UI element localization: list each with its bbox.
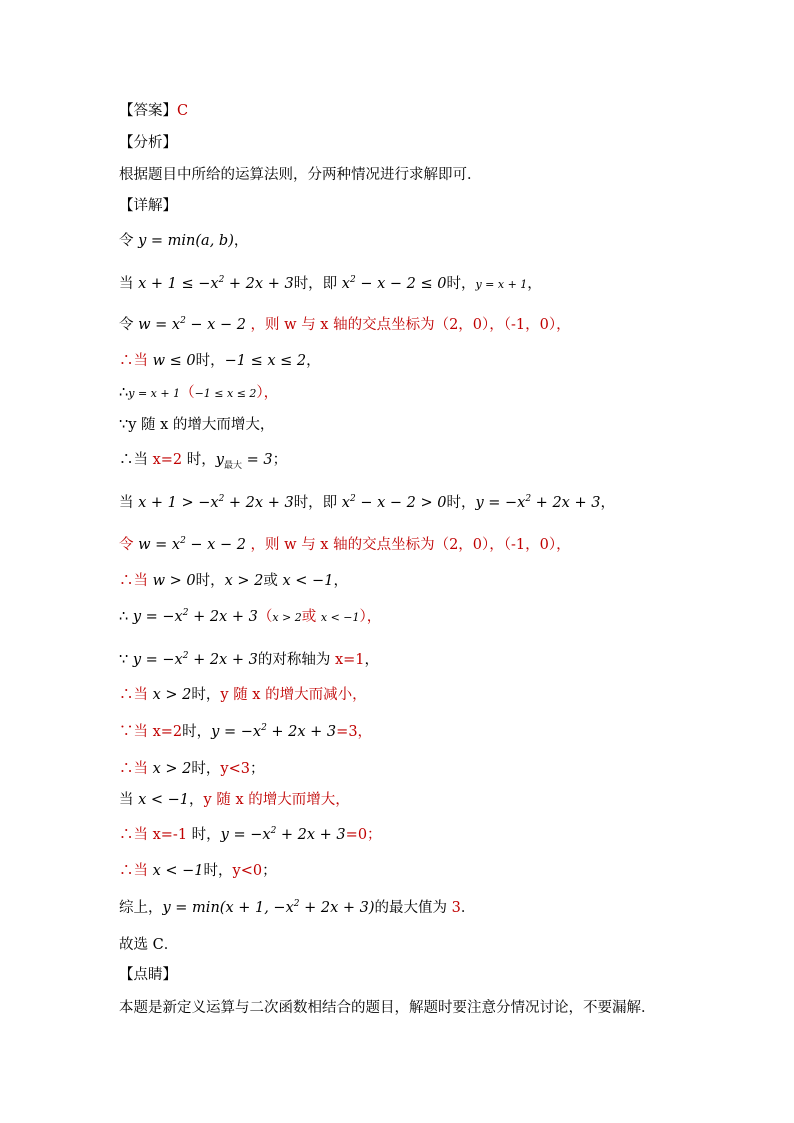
text-segment: 2 <box>349 275 356 286</box>
text-segment: x > 2 <box>272 611 302 624</box>
text-segment: 综上， <box>119 900 163 916</box>
text-segment: ∴当 <box>119 573 153 589</box>
text-segment: = 3 <box>242 452 273 468</box>
text-line <box>119 899 475 917</box>
text-segment: w ≤ 0 <box>152 353 196 369</box>
text-segment: 2 <box>180 536 186 547</box>
text-segment: + 2x + 3 <box>188 609 258 625</box>
text-segment: ， <box>333 573 348 589</box>
text-line <box>119 999 656 1017</box>
text-segment: ， <box>600 495 615 511</box>
text-segment: y 随 x 的增大而减小， <box>220 687 367 703</box>
text-segment: 3 <box>451 900 461 916</box>
text-segment: x > 2 <box>152 687 192 703</box>
text-segment: x=2 <box>152 724 183 740</box>
text-line <box>119 275 542 294</box>
text-segment: 时，即 <box>293 276 342 292</box>
text-segment: −1 ≤ x ≤ 2 <box>224 353 307 369</box>
text-segment: 2 <box>218 275 225 286</box>
text-line <box>119 686 367 704</box>
text-segment: 或 <box>301 609 321 625</box>
text-segment: − x − 2 <box>185 317 246 333</box>
text-segment: （ <box>180 385 195 401</box>
text-segment: ∴当 <box>119 687 153 703</box>
text-segment: ∴当 <box>119 452 153 468</box>
text-line <box>119 451 287 469</box>
text-line <box>119 494 615 512</box>
text-segment: − x − 2 <box>185 537 246 553</box>
text-segment: ∴当 <box>119 863 153 879</box>
text-segment: + 2x + 3 <box>276 827 346 843</box>
text-segment: −1 ≤ x ≤ 2 <box>194 387 257 400</box>
text-segment: 令 <box>119 233 139 249</box>
text-segment: 时， <box>186 452 216 468</box>
text-segment: ， <box>233 233 249 249</box>
text-segment: 时， <box>182 724 212 740</box>
text-line <box>119 352 321 370</box>
text-line <box>119 760 264 778</box>
text-segment: + 2x + 3 <box>224 276 294 292</box>
text-segment: 2 <box>182 608 189 619</box>
text-segment: y <box>215 452 224 468</box>
text-segment: 2 <box>180 316 186 327</box>
text-segment: ∴当 <box>119 827 153 843</box>
text-segment: 令 <box>119 537 139 553</box>
text-segment: y = −x <box>211 724 262 740</box>
text-segment: y = −x <box>220 827 271 843</box>
text-line <box>119 966 177 984</box>
text-segment: （ <box>257 609 273 625</box>
text-segment: 最大 <box>223 460 242 471</box>
text-line <box>119 936 178 954</box>
text-segment: x <box>341 276 350 292</box>
text-segment: x <box>341 495 350 511</box>
text-segment: 2 <box>218 494 225 505</box>
text-line <box>119 197 177 215</box>
text-line <box>119 232 248 250</box>
text-segment: 时， <box>203 863 233 879</box>
text-segment: 的对称轴为 <box>257 652 335 668</box>
text-segment: w = x <box>138 317 181 333</box>
text-segment: ； <box>272 452 288 468</box>
text-segment: y = min(x + 1, −x <box>162 900 294 916</box>
text-segment: x=2 <box>152 452 187 468</box>
text-segment: 的最大值为 <box>374 900 452 916</box>
text-segment: ， <box>189 792 204 808</box>
text-segment: + 2x + 3 <box>188 652 258 668</box>
text-line <box>119 134 177 152</box>
text-line <box>119 862 277 880</box>
text-segment: 2 <box>525 494 532 505</box>
text-segment: x < −1 <box>152 863 204 879</box>
text-segment: x=-1 <box>152 827 188 843</box>
text-segment: x < −1 <box>282 573 334 589</box>
text-segment: + 2x + 3 <box>224 495 294 511</box>
text-segment: ）， <box>256 385 279 401</box>
text-segment: 2 <box>293 899 300 910</box>
text-segment: y<0 <box>232 863 263 879</box>
text-segment: ∵y 随 x 的增大而增大， <box>119 417 275 433</box>
text-segment: x > 2 <box>152 761 192 777</box>
text-line <box>119 723 372 741</box>
text-segment: ，则 w 与 x 轴的交点坐标为（2，0），（-1，0）， <box>245 537 571 553</box>
text-segment: − x − 2 > 0 <box>355 495 447 511</box>
text-segment: y = min(a, b) <box>138 233 234 249</box>
text-segment: y = x + 1 <box>128 387 181 400</box>
text-segment: y = x + 1 <box>475 278 528 291</box>
text-line <box>119 102 188 120</box>
text-segment: ∵当 <box>119 724 153 740</box>
text-segment: 2 <box>349 494 356 505</box>
text-line <box>119 572 348 590</box>
text-segment: ∴ <box>119 609 133 625</box>
text-segment: 故选 C． <box>119 937 179 953</box>
text-segment: w > 0 <box>152 573 196 589</box>
text-segment: 令 <box>119 317 139 333</box>
text-segment: 【点睛】 <box>119 967 177 983</box>
text-segment: ； <box>262 863 277 879</box>
text-segment: 根据题目中所给的运算法则，分两种情况进行求解即可． <box>119 167 482 183</box>
text-segment: + 2x + 3 <box>531 495 601 511</box>
text-segment: 【分析】 <box>119 135 177 151</box>
text-segment: x < −1 <box>138 792 190 808</box>
text-segment: ， <box>364 652 380 668</box>
text-segment: 当 <box>119 792 139 808</box>
text-line <box>119 384 278 403</box>
text-segment: y = −x <box>475 495 526 511</box>
text-segment: C <box>177 103 189 119</box>
text-segment: 【详解】 <box>119 198 177 214</box>
text-segment: 时， <box>187 827 221 843</box>
text-line <box>119 791 350 809</box>
text-segment: 【答案】 <box>119 103 177 119</box>
text-segment: 当 <box>119 276 139 292</box>
text-segment: 本题是新定义运算与二次函数相结合的题目，解题时要注意分情况讨论，不要漏解． <box>119 1000 656 1016</box>
text-segment: y = −x <box>132 609 183 625</box>
text-line <box>119 416 274 434</box>
text-segment: x > 2 <box>224 573 264 589</box>
text-segment: x < −1 <box>320 611 360 624</box>
text-segment: 时， <box>446 276 476 292</box>
text-segment: ． <box>460 900 476 916</box>
text-segment: ， <box>306 353 321 369</box>
text-segment: =0； <box>345 827 382 843</box>
text-segment: 时， <box>191 687 221 703</box>
text-segment: w = x <box>138 537 181 553</box>
text-segment: ，则 w 与 x 轴的交点坐标为（2，0），（-1，0）， <box>245 317 571 333</box>
text-segment: 时， <box>446 495 476 511</box>
text-segment: ∴当 <box>119 761 153 777</box>
text-segment: x + 1 > −x <box>138 495 219 511</box>
text-segment: 2 <box>270 826 277 837</box>
text-segment: 时，即 <box>293 495 342 511</box>
text-segment: − x − 2 ≤ 0 <box>355 276 447 292</box>
text-segment: y<3 <box>220 761 250 777</box>
text-segment: =3， <box>336 724 373 740</box>
text-line <box>119 608 381 627</box>
text-segment: ∵ <box>119 652 133 668</box>
text-segment: ； <box>249 761 265 777</box>
text-segment: ∴ <box>119 385 129 401</box>
text-segment: 当 <box>119 495 139 511</box>
text-segment: ）， <box>359 609 382 625</box>
text-segment: y 随 x 的增大而增大， <box>203 792 350 808</box>
text-segment: 2 <box>261 723 267 734</box>
text-segment: 时， <box>191 761 221 777</box>
text-segment: + 2x + 3 <box>266 724 337 740</box>
text-segment: ， <box>527 276 542 292</box>
text-line <box>119 651 379 669</box>
text-segment: ∴当 <box>119 353 153 369</box>
text-line <box>119 536 571 554</box>
text-segment: y = −x <box>132 652 183 668</box>
text-segment: x + 1 ≤ −x <box>138 276 219 292</box>
text-segment: 或 <box>263 573 283 589</box>
text-segment: 时， <box>195 573 225 589</box>
text-line <box>119 316 571 334</box>
text-segment: 2 <box>182 651 189 662</box>
text-line <box>119 166 482 184</box>
text-segment: + 2x + 3) <box>299 900 375 916</box>
text-segment: 时， <box>195 353 225 369</box>
text-line <box>119 826 382 844</box>
text-segment: x=1 <box>334 652 365 668</box>
